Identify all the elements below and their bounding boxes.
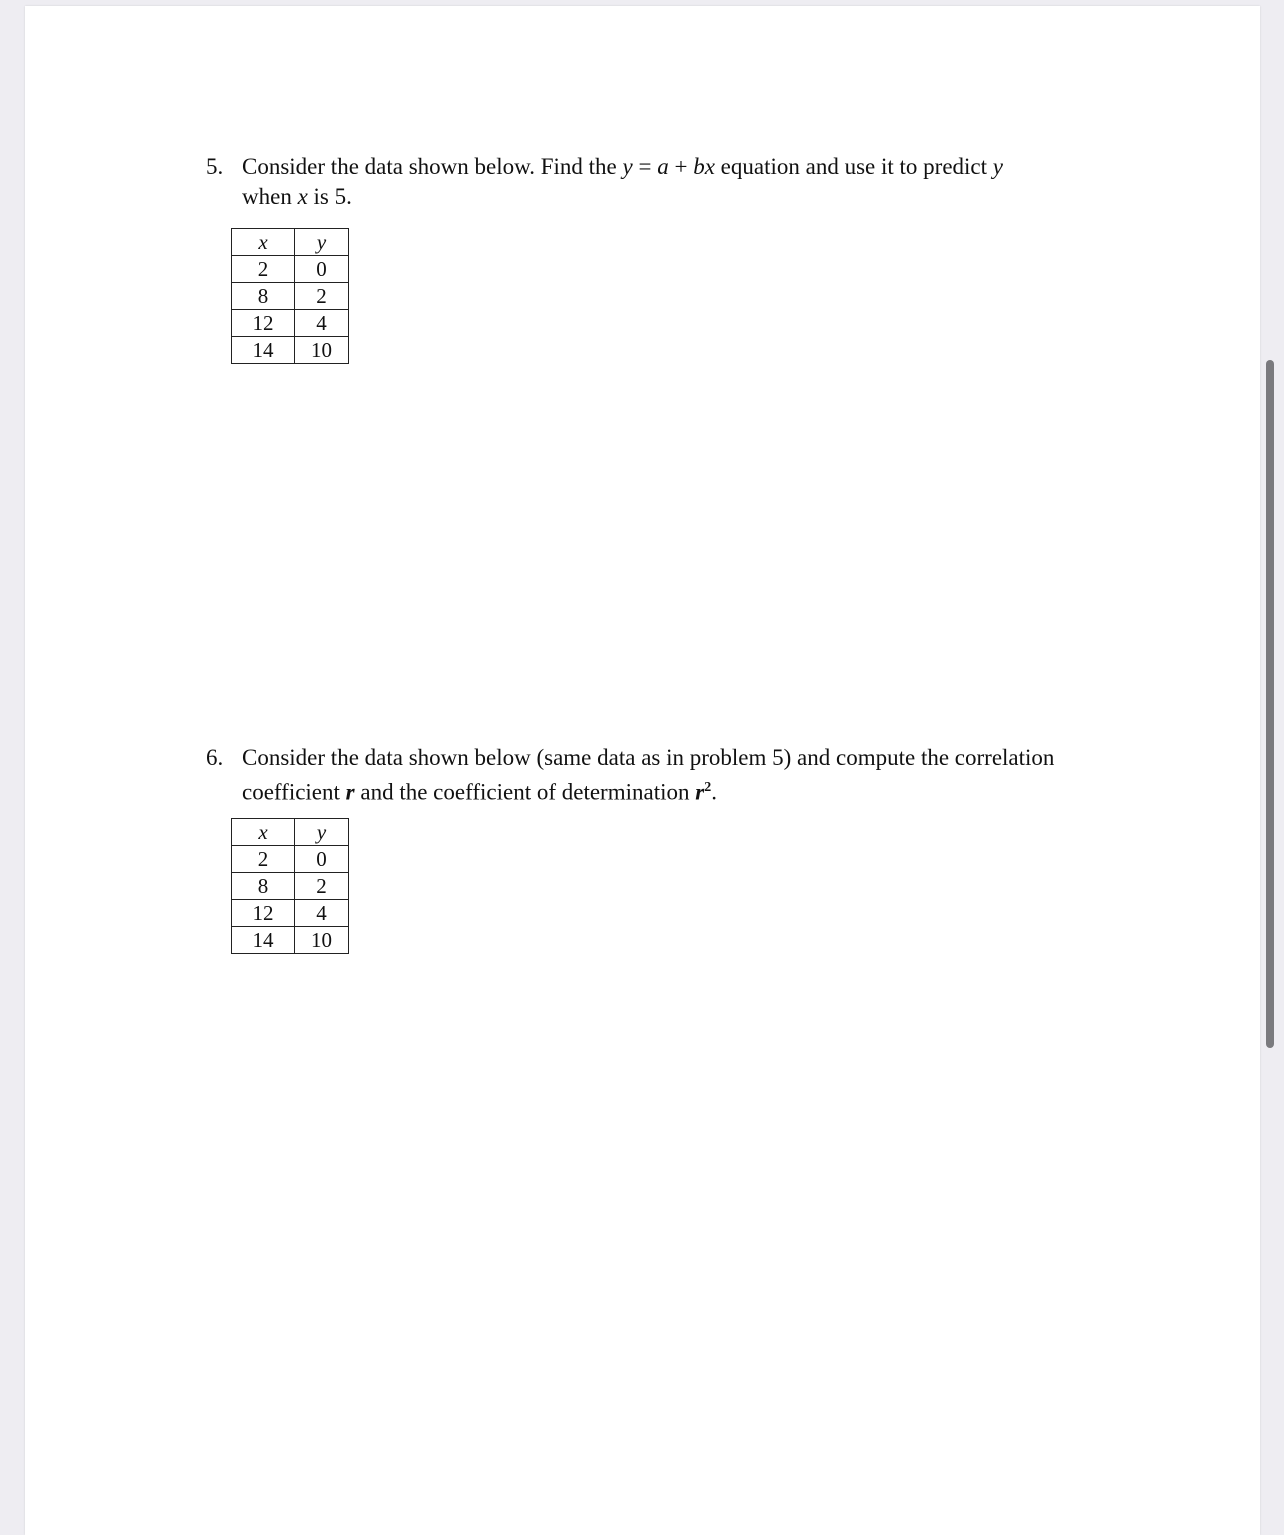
table-row <box>232 310 349 337</box>
table-cell: 12 <box>232 900 295 927</box>
table-cell: 2 <box>295 873 349 900</box>
table-header-y: y <box>295 819 349 846</box>
table-cell: 2 <box>232 256 295 283</box>
table-cell: 14 <box>232 927 295 954</box>
table-row <box>232 337 349 364</box>
document-page <box>25 6 1260 1535</box>
problem-6 <box>206 743 1166 808</box>
table-row <box>232 927 349 954</box>
table-cell: 14 <box>232 337 295 364</box>
table-row <box>232 900 349 927</box>
data-table-problem-5 <box>231 228 349 364</box>
data-table-problem-6 <box>231 818 349 954</box>
table-cell: 2 <box>232 846 295 873</box>
table-cell: 2 <box>295 283 349 310</box>
problem-number: 6. <box>206 745 224 770</box>
vertical-scrollbar[interactable] <box>1266 360 1274 1048</box>
table-header-y: y <box>295 229 349 256</box>
table-cell: 0 <box>295 256 349 283</box>
problem-text: Consider the data shown below (same data as in problem 5) and compute the correlation coefficient r and the coefficient of determination $r^2$. <box>242 745 1055 805</box>
table-cell: 12 <box>232 310 295 337</box>
table-header-row <box>232 229 349 256</box>
table-cell: 10 <box>295 927 349 954</box>
table-cell: 4 <box>295 310 349 337</box>
problem-text: Consider the data shown below. Find the y = a + bx equation and use it to predict y when x is 5. <box>242 154 1003 209</box>
table-header-x: x <box>232 819 295 846</box>
problem-number: 5. <box>206 154 224 179</box>
table-cell: 8 <box>232 873 295 900</box>
table-row <box>232 283 349 310</box>
table-cell: 8 <box>232 283 295 310</box>
table-header-row <box>232 819 349 846</box>
table-row <box>232 873 349 900</box>
table-cell: 0 <box>295 846 349 873</box>
table-row <box>232 846 349 873</box>
table-cell: 10 <box>295 337 349 364</box>
table-cell: 4 <box>295 900 349 927</box>
table-header-x: x <box>232 229 295 256</box>
table-row <box>232 256 349 283</box>
problem-5 <box>206 152 1106 212</box>
